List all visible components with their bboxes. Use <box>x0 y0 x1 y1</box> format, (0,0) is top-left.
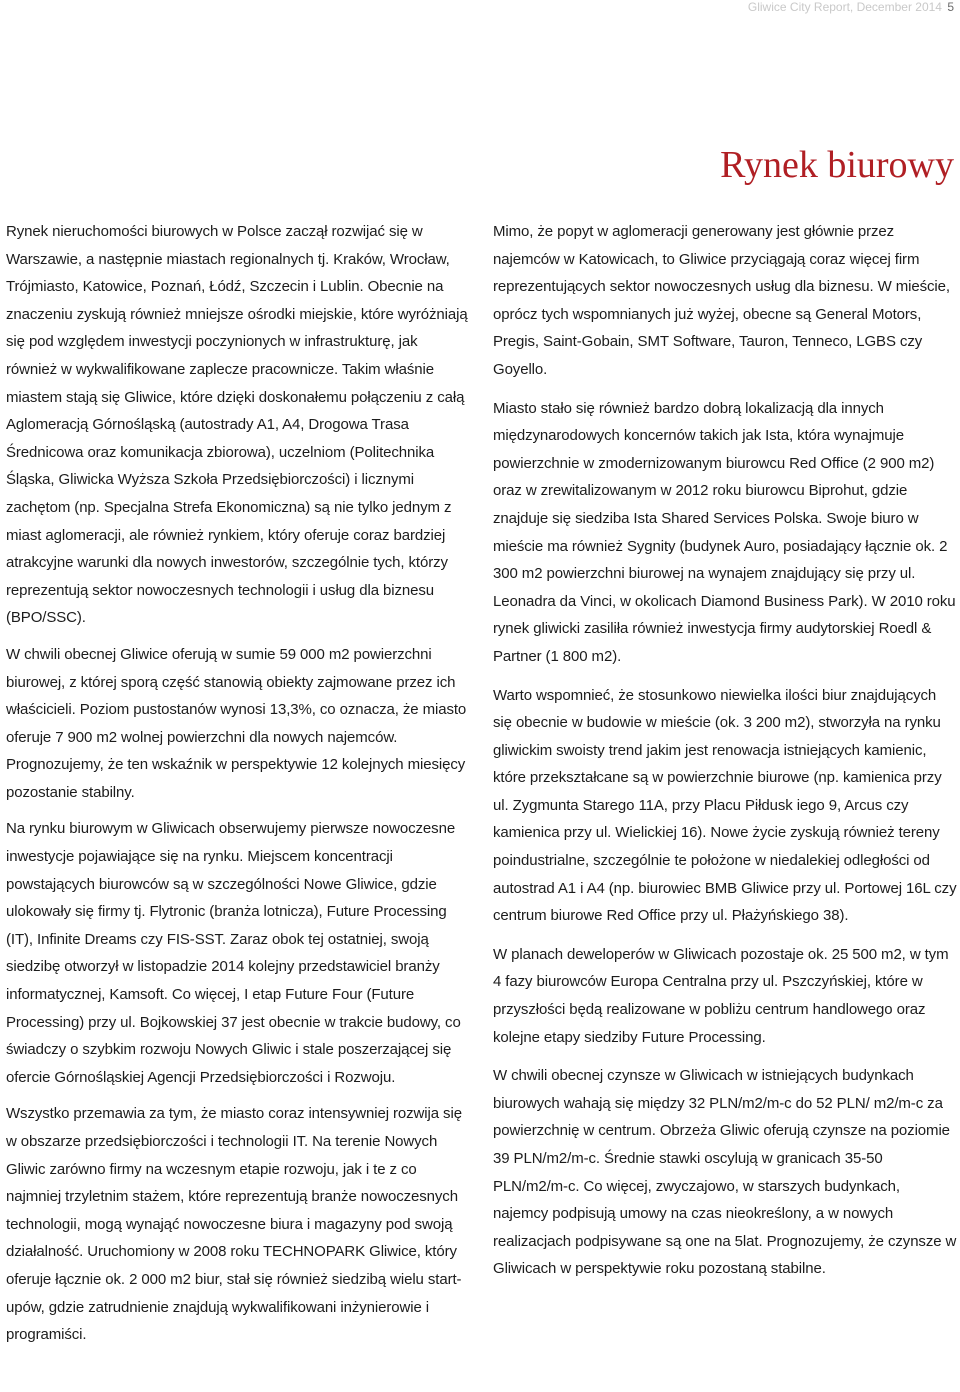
paragraph: Rynek nieruchomości biurowych w Polsce zaczął rozwijać się w Warszawie, a następnie miastach regionalnych tj. Kraków, Wrocław, Trójmiasto, Katowice, Poznań, Łódź, Szczecin i Lublin. Obecnie na znaczeniu zyskują również mniejsze ośrodki miejskie, które wyróżniają się pod względem inwestycji poczynionych w infrastrukturę, jak również w wykwalifikowane zaplecze pracownicze. Takim właśnie miastem stają się Gliwice, które dzięki doskonałemu połączeniu z całą Aglomeracją Górnośląską (autostrady A1, A4, Drogowa Trasa Średnicowa oraz komunikacja zbiorowa), uczelniom (Politechnika Śląska, Gliwicka Wyższa Szkoła Przedsiębiorczości) i licznymi zachętom (np. Specjalna Strefa Ekonomiczna) są nie tylko jednym z miast aglomeracji, ale również rynkiem, który oferuje coraz bardziej atrakcyjne warunki dla nowych inwestorów, szczególnie tych, którzy reprezentują sektor nowoczesnych technologii i usług dla biznesu (BPO/SSC). <box>6 223 468 627</box>
paragraph: Miasto stało się również bardzo dobrą lokalizacją dla innych międzynarodowych koncernów takich jak Ista, która wynajmuje powierzchnie w zmodernizowanym biurowcu Red Office (2 900 m2) oraz w zrewitalizowanym w 2012 roku biurowcu Biprohut, gdzie znajduje się siedziba Ista Shared Services Polska. Swoje biuro w mieście ma również Sygnity (budynek Auro, posiadający łącznie ok. 2 300 m2 powierzchni biurowej na wynajem znajdujący się przy ul. Leonadra da Vinci, w okolicach Diamond Business Park). W 2010 roku rynek gliwicki zasiliła również inwestycja firmy audytorskiej Roedl & Partner (1 800 m2). <box>493 399 956 665</box>
section-title: Rynek biurowy <box>720 144 954 186</box>
paragraph: W chwili obecnej czynsze w Gliwicach w istniejących budynkach biurowych wahają się między 32 PLN/m2/m-c do 52 PLN/ m2/m-c za powierzchnię w centrum. Obrzeża Gliwic oferują czynsze na poziomie 39 PLN/m2/m-c. Średnie stawki oscylują w granicach 35-50 PLN/m2/m-c. Co więcej, zwyczajowo, w starszych budynkach, najemcy podpisują umowy na czas nieokreślony, a w nowych realizacjach podpisywane są one na 5lat. Prognozujemy, że czynsze w Gliwicach w perspektywie roku pozostaną stabilne. <box>493 1067 957 1278</box>
running-header <box>748 0 954 14</box>
paragraph: Na rynku biurowym w Gliwicach obserwujemy pierwsze nowoczesne inwestycje pojawiające się na rynku. Miejscem koncentracji powstających biurowców są w szczególności Nowe Gliwice, gdzie ulokowały się firmy tj. Flytronic (branża lotnicza), Future Processing (IT), Infinite Dreams czy FIS-SST. Zaraz obok tej ostatniej, swoją siedzibę otworzył w listopadzie 2014 kolejny przedstawiciel branży informatycznej, Kamsoft. Co więcej, I etap Future Four (Future Processing) przy ul. Bojkowskiej 37 jest obecnie w trakcie budowy, co świadczy o szybkim rozwoju Nowych Gliwic i stale poszerzającej się ofercie Górnośląskiej Agencji Przedsiębiorczości i Rozwoju. <box>6 820 461 1086</box>
left-column <box>6 218 470 1349</box>
running-title: Gliwice City Report, December 2014 <box>747 0 942 14</box>
paragraph: W chwili obecnej Gliwice oferują w sumie 59 000 m2 powierzchni biurowej, z której sporą część stanowią obiekty zajmowane przez ich właścicieli. Poziom pustostanów wynosi 13,3%, co oznacza, że miasto oferuje 7 900 m2 wolnej powierzchni dla nowych najemców. Prognozujemy, że ten wskaźnik w perspektywie 12 kolejnych miesięcy pozostanie stabilny. <box>6 645 467 801</box>
page-number: 5 <box>947 0 954 14</box>
paragraph: Wszystko przemawia za tym, że miasto coraz intensywniej rozwija się w obszarze przedsiębiorczości i technologii IT. Na terenie Nowych Gliwic zarówno firmy na wczesnym etapie rozwoju, jak i te z co najmniej trzyletnim stażem, które reprezentują branże nowoczesnych technologii, mogą wynająć nowoczesne biura i magazyny pod swoją działalność. Uruchomiony w 2008 roku TECHNOPARK Gliwice, który oferuje łącznie ok. 2 000 m2 biur, stał się również siedzibą wielu start-upów, gdzie zatrudnienie znajdują wykwalifikowani inżynierowie i programiści. <box>6 1105 462 1344</box>
paragraph: W planach deweloperów w Gliwicach pozostaje ok. 25 500 m2, w tym 4 fazy biurowców Europa Centralna przy ul. Pszczyńskiej, które w przyszłości będą realizowane w pobliżu centrum handlowego oraz kolejne etapy siedziby Future Processing. <box>493 945 949 1046</box>
right-column <box>493 218 957 1283</box>
paragraph: Mimo, że popyt w aglomeracji generowany jest głównie przez najemców w Katowicach, to Gliwice przyciągają coraz więcej firm reprezentujących sektor nowoczesnych usług dla biznesu. W mieście, oprócz tych wspomnianych już wyżej, obecne są General Motors, Pregis, Saint-Gobain, SMT Software, Tauron, Tenneco, LGBS czy Goyello. <box>493 223 950 378</box>
paragraph: Warto wspomnieć, że stosunkowo niewielka ilości biur znajdujących się obecnie w budowie w mieście (ok. 3 200 m2), stworzyła na rynku gliwickim swoisty trend jakim jest renowacja istniejących kamienic, które przekształcane są w powierzchnie biurowe (np. kamienica przy ul. Zygmunta Starego 11A, przy Placu Piłdusk iego 9, Arcus czy kamienica przy ul. Wielickiej 16). Nowe życie zyskują również tereny poindustrialne, szczególnie te położone w niedalekiej odległości od autostrad A1 i A4 (np. biurowiec BMB Gliwice przy ul. Portowej 16L czy centrum biurowe Red Office przy ul. Płażyńskiego 38). <box>493 686 957 925</box>
